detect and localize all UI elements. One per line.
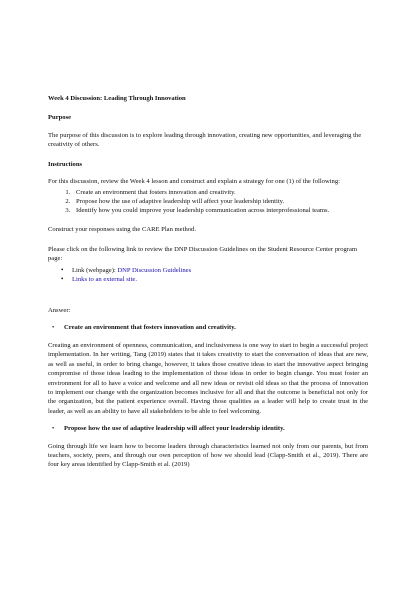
link-item-guidelines	[72, 266, 368, 275]
external-site-link[interactable]: Links to an external site.	[72, 275, 138, 283]
answer-paragraph-1: Creating an environment of openness, communication, and inclusiveness is one way to start to begin a successful project implementation. In her writing, Tang (2019) states that it takes creativity to start the conversation of ideas that are new, as well as useful, in order to bring change, however, it takes those creative ideas to start the innovative aspect bringing compromise of those ideas leading to the implementation of those ideas in order to begin change. You must foster an environment for all to have a voice and welcome and all new ideas or revisit old ideas so that the process of innovation to implement our change with the organization becomes inclusive for all and that the outcome is beneficial not only for the organization, but the patient experience overall. Having those qualities as a leader will help to create trust in the leader, as well as an ability to have all stakeholders to be able to feel welcoming.	[48, 341, 368, 415]
answer-heading-1-text: Create an environment that fosters innovation and creativity.	[64, 324, 236, 332]
instructions-item: 1. Create an environment that fosters innovation and creativity.	[72, 188, 368, 197]
instructions-item: 3. Identify how you could improve your leadership communication across interprofessional teams.	[72, 206, 368, 215]
answer-heading-2	[48, 424, 368, 433]
bullet-icon: •	[52, 324, 55, 332]
dnp-guidelines-link[interactable]: DNP Discussion Guidelines	[117, 266, 192, 274]
answer-heading-1	[48, 323, 368, 332]
bullet-icon: •	[52, 425, 55, 433]
instructions-heading: Instructions	[48, 160, 83, 168]
instructions-intro: For this discussion, review the Week 4 lesson and construct and explain a strategy for one (1) of the following:	[48, 178, 340, 186]
instructions-list	[48, 188, 368, 215]
purpose-heading: Purpose	[48, 114, 72, 122]
care-plan-text: Construct your responses using the CARE Plan method.	[48, 226, 196, 234]
document-page	[48, 94, 368, 470]
links-list	[48, 266, 368, 284]
guidelines-intro: Please click on the following link to review the DNP Discussion Guidelines on the Student Resource Center program page:	[48, 245, 358, 263]
answer-paragraph-2: Going through life we learn how to become leaders through characteristics learned not only from our parents, but from teachers, society, peers, and through our own perception of how we should lead (Clapp-Smith et al., 2019). There are four key areas identified by Clapp-Smith et al. (2019)	[48, 442, 368, 469]
purpose-text: The purpose of this discussion is to explore leading through innovation, creating new opportunities, and leveraging the creativity of others.	[48, 131, 362, 149]
instructions-item: 2. Propose how the use of adaptive leadership will affect your leadership identity.	[72, 197, 368, 206]
document-title: Week 4 Discussion: Leading Through Innovation	[48, 95, 186, 102]
link-prefix: Link (webpage):	[72, 266, 118, 274]
link-item-external	[72, 275, 368, 284]
answer-label: Answer:	[48, 307, 71, 315]
answer-heading-2-text: Propose how the use of adaptive leadership will affect your leadership identity.	[64, 425, 285, 433]
